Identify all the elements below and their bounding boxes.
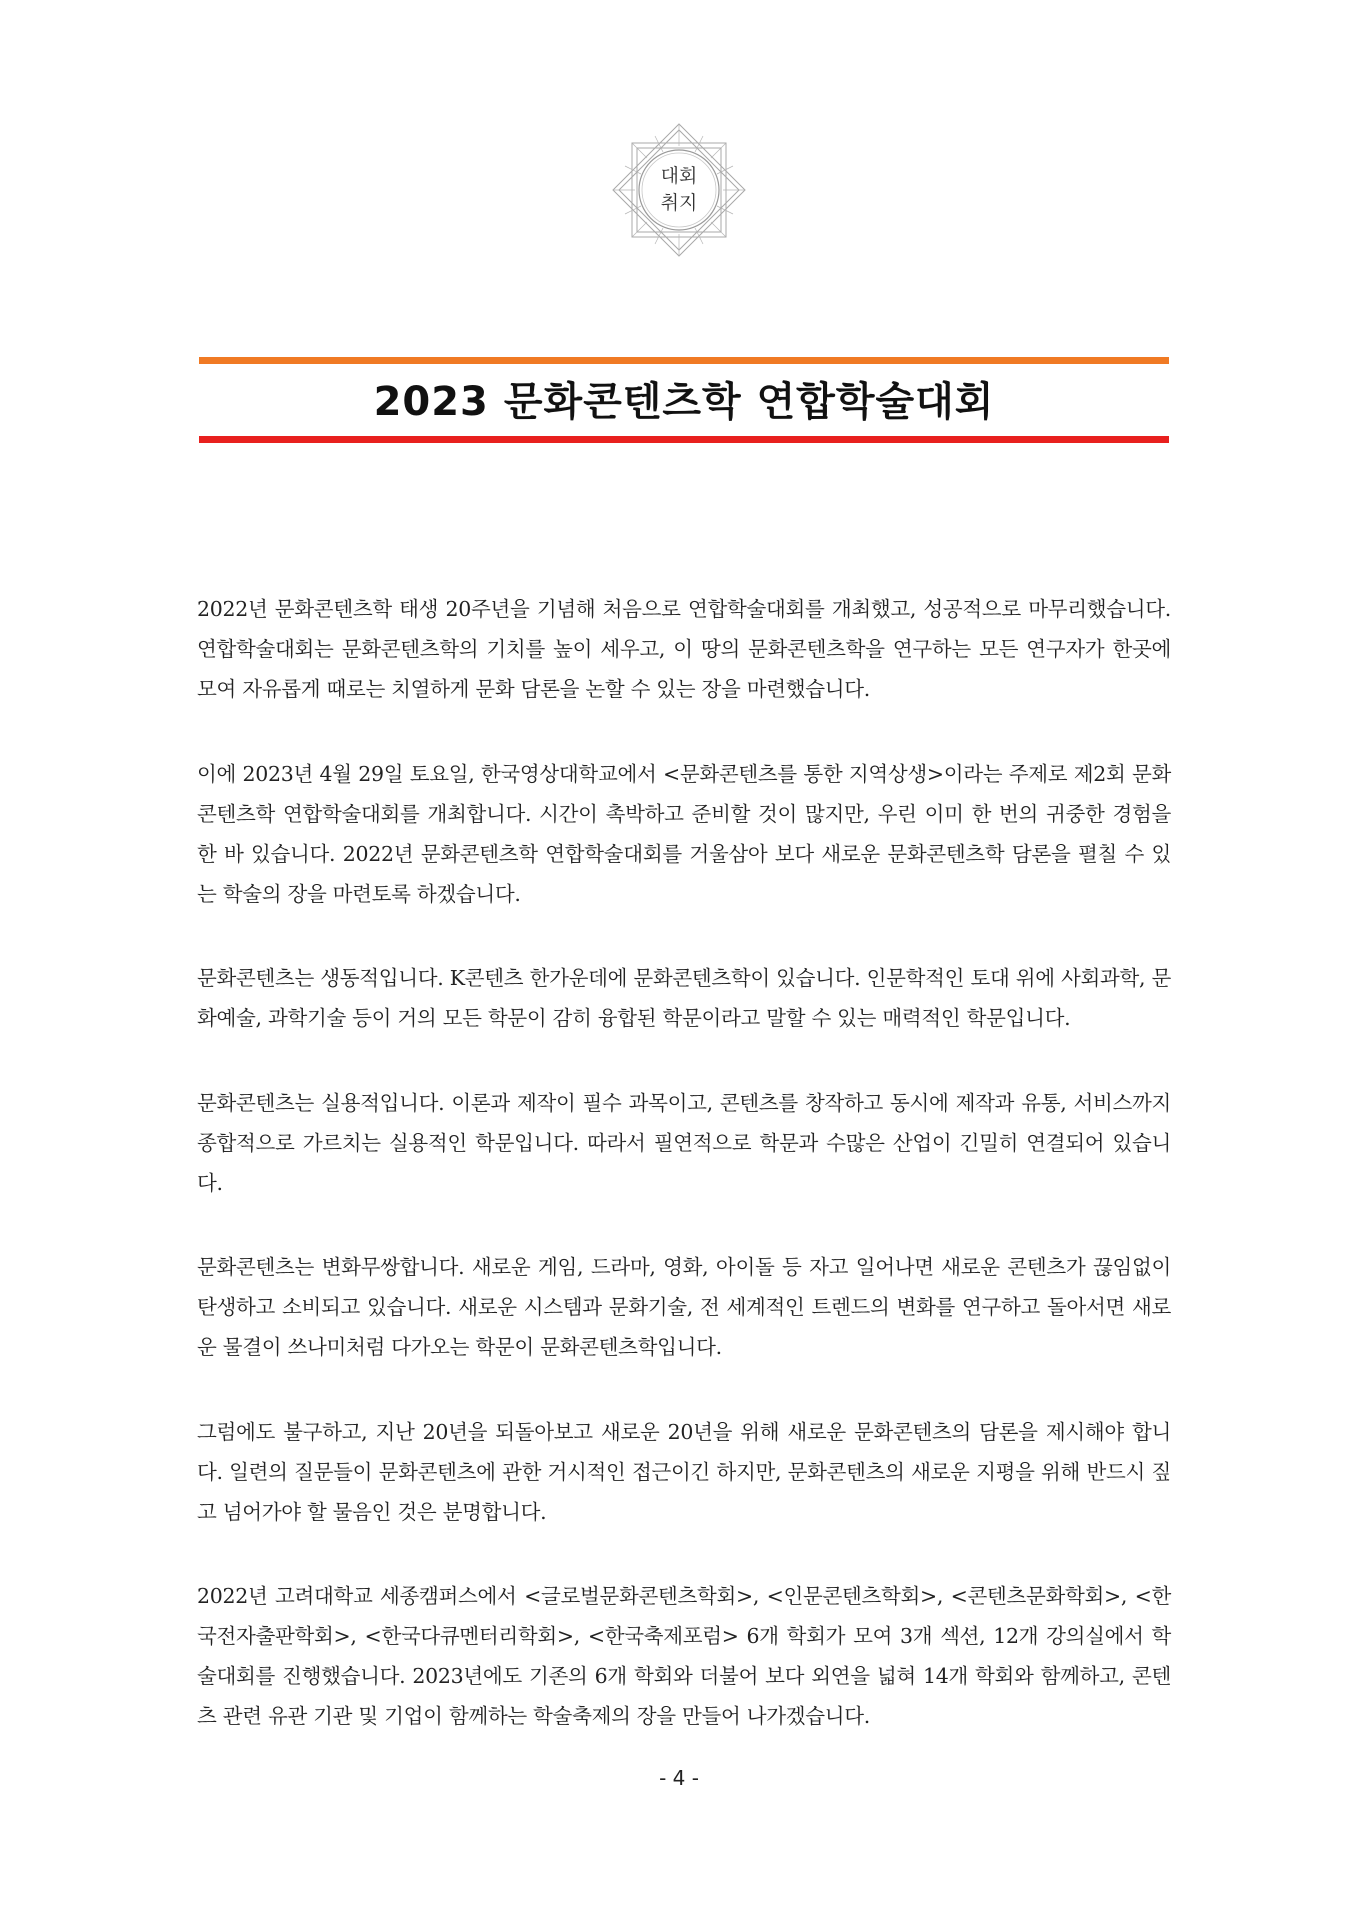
title-bottom-rule (199, 436, 1169, 443)
page-title: 2023 문화콘텐츠학 연합학술대회 (373, 379, 995, 425)
title-top-rule (199, 357, 1169, 364)
paragraph: 2022년 문화콘텐츠학 태생 20주년을 기념해 처음으로 연합학술대회를 개최했고, 성공적으로 마무리했습니다. 연합학술대회는 문화콘텐츠학의 기치를 높이 세우고, 이 땅의 문화콘텐츠학을 연구하는 모든 연구자가 한곳에 모여 자유롭게 때로는 치열하게 문화 담론을 논할 수 있는 장을 마련했습니다. (197, 597, 1171, 701)
paragraph: 문화콘텐츠는 생동적입니다. K콘텐츠 한가운데에 문화콘텐츠학이 있습니다. 인문학적인 토대 위에 사회과학, 문화예술, 과학기술 등이 거의 모든 학문이 감히 융합된 학문이라고 말할 수 있는 매력적인 학문입니다. (197, 966, 1171, 1030)
page-number: - 4 - (659, 1766, 699, 1790)
paragraph: 그럼에도 불구하고, 지난 20년을 되돌아보고 새로운 20년을 위해 새로운 문화콘텐츠의 담론을 제시해야 합니다. 일련의 질문들이 문화콘텐츠에 관한 거시적인 접근이긴 하지만, 문화콘텐츠의 새로운 지평을 위해 반드시 짚고 넘어가야 할 물음인 것은 분명합니다. (197, 1419, 1171, 1524)
emblem-label-line1: 대회 (660, 165, 698, 187)
emblem-label-line2: 취지 (660, 192, 698, 214)
body-text (197, 589, 1171, 1781)
paragraph: 문화콘텐츠는 실용적입니다. 이론과 제작이 필수 과목이고, 콘텐츠를 창작하고 동시에 제작과 유통, 서비스까지 종합적으로 가르치는 실용적인 학문입니다. 따라서 필연적으로 학문과 수많은 산업이 긴밀히 연결되어 있습니다. (197, 1090, 1171, 1195)
paragraph: 문화콘텐츠는 변화무쌍합니다. 새로운 게임, 드라마, 영화, 아이돌 등 자고 일어나면 새로운 콘텐츠가 끊임없이 탄생하고 소비되고 있습니다. 새로운 시스템과 문화기술, 전 세계적인 트렌드의 변화를 연구하고 돌아서면 새로운 물결이 쓰나미처럼 다가오는 학문이 문화콘텐츠학입니다. (197, 1255, 1171, 1359)
section-emblem (611, 122, 747, 258)
paragraph: 2022년 고려대학교 세종캠퍼스에서 <글로벌문화콘텐츠학회>, <인문콘텐츠학회>, <콘텐츠문화학회>, <한국전자출판학회>, <한국다큐멘터리학회>, <한국축제포럼> 6개 학회가 모여 3개 섹션, 12개 강의실에서 학술대회를 진행했습니다. 2023년에도 기존의 6개 학회와 더불어 보다 외연을 넓혀 14개 학회와 함께하고, 콘텐츠 관련 유관 기관 및 기업이 함께하는 학술축제의 장을 만들어 나가겠습니다. (197, 1584, 1171, 1728)
paragraph: 이에 2023년 4월 29일 토요일, 한국영상대학교에서 <문화콘텐츠를 통한 지역상생>이라는 주제로 제2회 문화콘텐츠학 연합학술대회를 개최합니다. 시간이 촉박하고 준비할 것이 많지만, 우린 이미 한 번의 귀중한 경험을 한 바 있습니다. 2022년 문화콘텐츠학 연합학술대회를 거울삼아 보다 새로운 문화콘텐츠학 담론을 펼칠 수 있는 학술의 장을 마련토록 하겠습니다. (197, 761, 1171, 906)
